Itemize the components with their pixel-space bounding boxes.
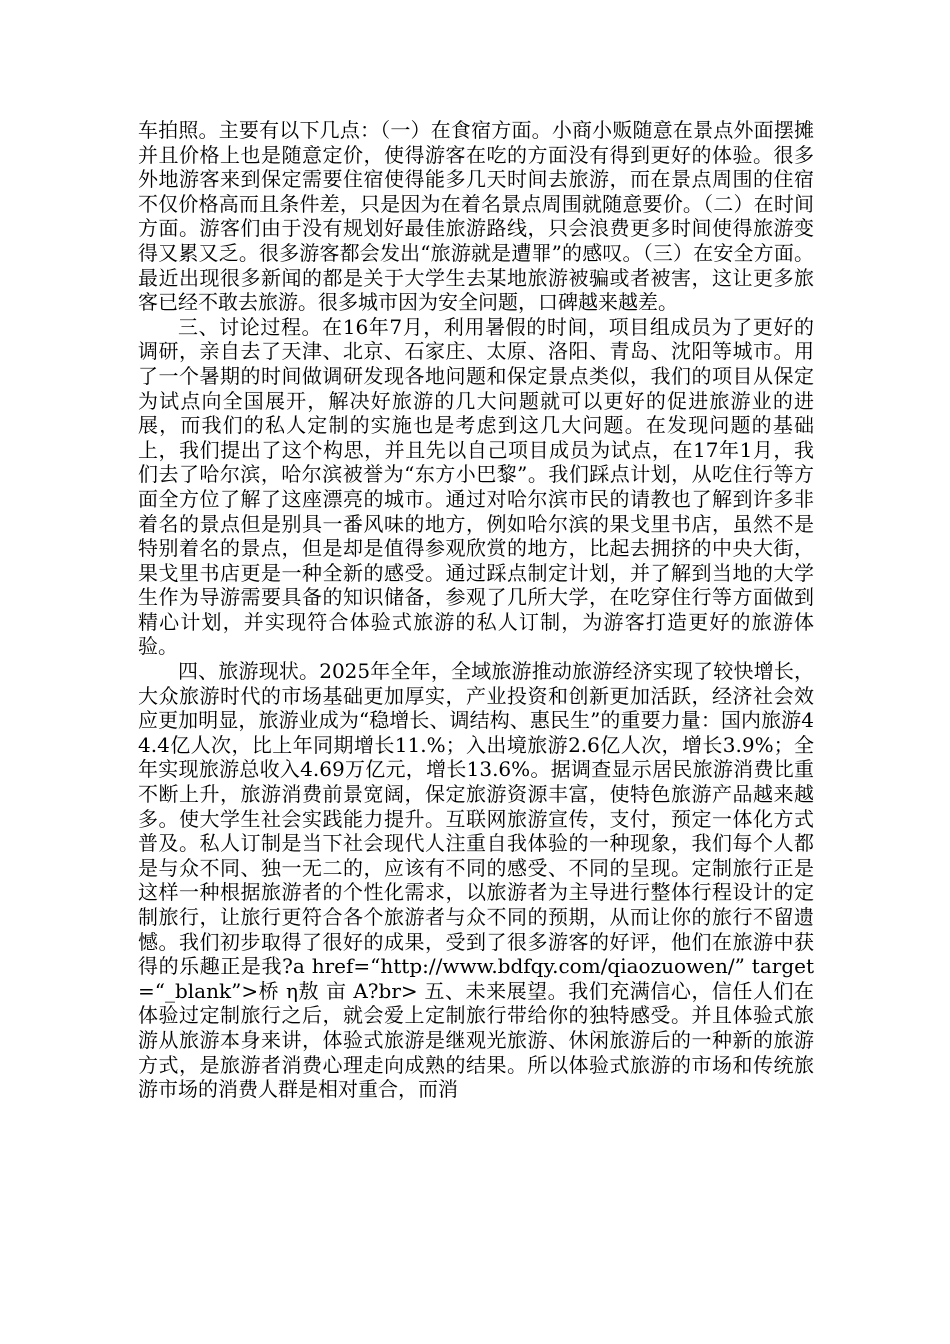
document-page bbox=[138, 118, 814, 1102]
paragraph-food-time-safety: 车拍照。主要有以下几点：（一）在食宿方面。小商小贩随意在景点外面摆摊并且价格上也是随意定价，使得游客在吃的方面没有得到更好的体验。很多外地游客来到保定需要住宿使得能多几天时间去旅游，而在景点周围的住宿不仅价格高而且条件差，只是因为在着名景点周围就随意要价。（二）在时间方面。游客们由于没有规划好最佳旅游路线，只会浪费更多时间使得旅游变得又累又乏。很多游客都会发出“旅游就是遭罪”的感叹。（三）在安全方面。最近出现很多新闻的都是关于大学生去某地旅游被骗或者被害，这让更多旅客已经不敢去旅游。很多城市因为安全问题，口碑越来越差。 bbox=[138, 118, 814, 315]
paragraph-discussion-process: 三、讨论过程。在16年7月，利用暑假的时间，项目组成员为了更好的调研，亲自去了天津、北京、石家庄、太原、洛阳、青岛、沈阳等城市。用了一个暑期的时间做调研发现各地问题和保定景点类似，我们的项目从保定为试点向全国展开，解决好旅游的几大问题就可以更好的促进旅游业的进展，而我们的私人定制的实施也是考虑到这几大问题。在发现问题的基础上，我们提出了这个构思，并且先以自己项目成员为试点，在17年1月，我们去了哈尔滨，哈尔滨被誉为“东方小巴黎”。我们踩点计划，从吃住行等方面全方位了解了这座漂亮的城市。通过对哈尔滨市民的请教也了解到许多非着名的景点但是别具一番风味的地方，例如哈尔滨的果戈里书店，虽然不是特别着名的景点，但是却是值得参观欣赏的地方，比起去拥挤的中央大街，果戈里书店更是一种全新的感受。通过踩点制定计划，并了解到当地的大学生作为导游需要具备的知识储备，参观了几所大学，在吃穿住行等方面做到精心计划，并实现符合体验式旅游的私人订制，为游客打造更好的旅游体验。 bbox=[138, 314, 814, 659]
paragraph-tourism-status: 四、旅游现状。2025年全年，全域旅游推动旅游经济实现了较快增长，大众旅游时代的市场基础更加厚实，产业投资和创新更加活跃，经济社会效应更加明显，旅游业成为“稳增长、调结构、惠民生”的重要力量：国内旅游44.4亿人次，比上年同期增长11.%；入出境旅游2.6亿人次，增长3.9%；全年实现旅游总收入4.69万亿元，增长13.6%。据调查显示居民旅游消费比重不断上升，旅游消费前景宽阔，保定旅游资源丰富，使特色旅游产品越来越多。使大学生社会实践能力提升。互联网旅游宣传，支付，预定一体化方式普及。私人订制是当下社会现代人注重自我体验的一种现象，我们每个人都是与众不同、独一无二的，应该有不同的感受、不同的呈现。定制旅行正是这样一种根据旅游者的个性化需求，以旅游者为主导进行整体行程设计的定制旅行，让旅行更符合各个旅游者与众不同的预期，从而让你的旅行不留遗憾。我们初步取得了很好的成果，受到了很多游客的好评，他们在旅游中获得的乐趣正是我?a href=“http://www.bdfqy.com/qiaozuowen/” target=“_blank”>桥 η敖 亩 A?br> 五、未来展望。我们充满信心，信任人们在体验过定制旅行之后，就会爱上定制旅行带给你的独特感受。并且体验式旅游从旅游本身来讲，体验式旅游是继观光旅游、休闲旅游后的一种新的旅游方式，是旅游者消费心理走向成熟的结果。所以体验式旅游的市场和传统旅游市场的消费人群是相对重合，而消 bbox=[138, 659, 814, 1102]
